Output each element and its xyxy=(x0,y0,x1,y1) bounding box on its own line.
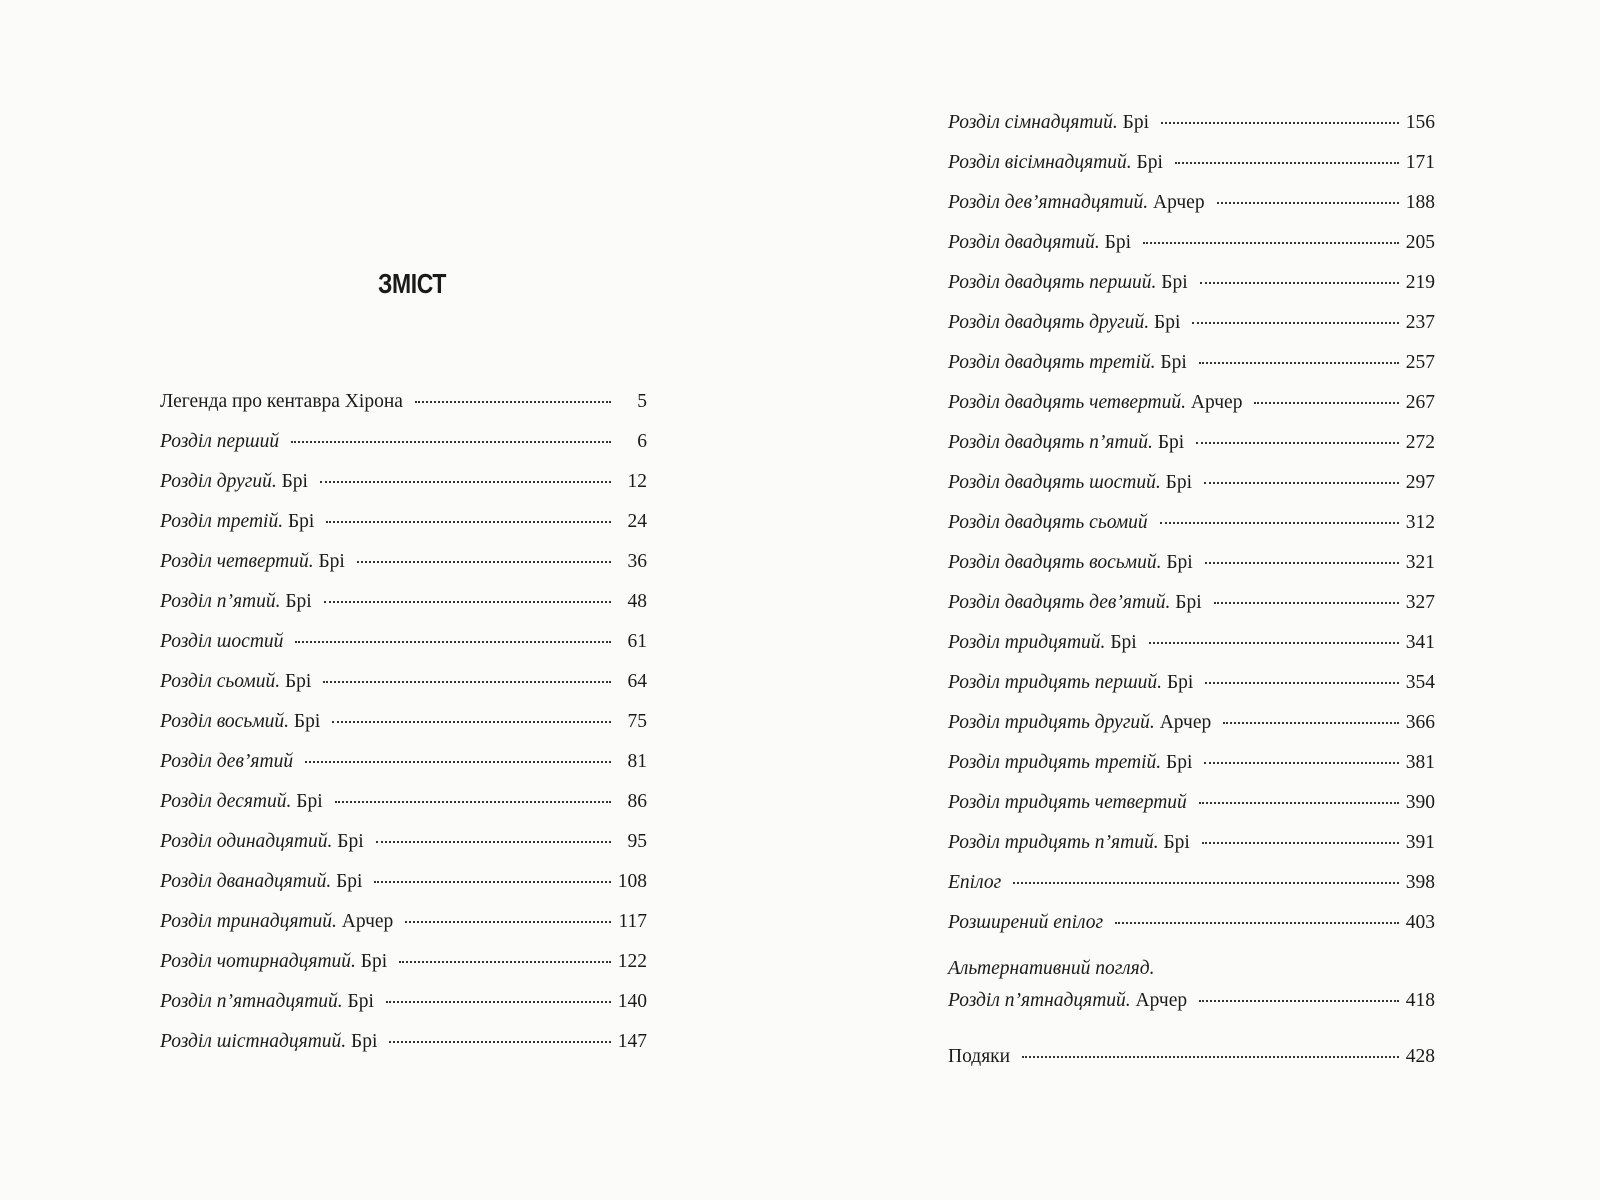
dot-leader xyxy=(1013,882,1399,884)
dot-leader xyxy=(295,641,611,643)
page-number: 272 xyxy=(1405,432,1435,453)
narrator-name: Брі xyxy=(342,991,374,1012)
chapter-title: Розділ двадцятий. xyxy=(948,232,1100,253)
chapter-title: Розділ двадцять восьмий. xyxy=(948,552,1162,573)
chapter-title: Розділ п’ятий. xyxy=(160,591,281,612)
dot-leader xyxy=(323,681,611,683)
page-number: 81 xyxy=(627,751,647,772)
alternative-view-entry xyxy=(948,990,1435,1030)
narrator-name: Брі xyxy=(313,551,345,572)
toc-entry xyxy=(160,831,647,871)
page-number: 205 xyxy=(1405,232,1435,253)
page-number: 390 xyxy=(1405,792,1435,813)
toc-entry xyxy=(948,592,1435,632)
toc-entry xyxy=(948,112,1435,152)
dot-leader xyxy=(1205,682,1399,684)
page-number: 24 xyxy=(627,511,647,532)
narrator-name: Брі xyxy=(1099,232,1132,253)
dot-leader xyxy=(1149,642,1399,644)
chapter-title: Розділ перший xyxy=(160,431,280,452)
narrator-name: Брі xyxy=(1149,312,1181,333)
dot-leader xyxy=(1254,402,1399,404)
dot-leader xyxy=(399,961,611,963)
narrator-name: Брі xyxy=(289,711,321,732)
chapter-title: Розділ тридцять другий. xyxy=(948,712,1155,733)
chapter-title: Розділ двадцять дев’ятий. xyxy=(948,592,1171,613)
dot-leader xyxy=(1200,282,1399,284)
toc-entry xyxy=(160,791,647,831)
chapter-title: Розділ вісімнадцятий. xyxy=(948,152,1132,173)
toc-entry xyxy=(160,991,647,1031)
narrator-name: Брі xyxy=(1155,352,1187,373)
chapter-title: Епілог xyxy=(948,872,1002,893)
dot-leader xyxy=(1205,562,1399,564)
dot-leader xyxy=(376,841,611,843)
toc-entry xyxy=(948,872,1435,912)
page-number: 312 xyxy=(1405,512,1435,533)
chapter-title: Розділ чотирнадцятий. xyxy=(160,951,356,972)
page-number: 297 xyxy=(1405,472,1435,493)
toc-entry xyxy=(948,792,1435,832)
toc-entry xyxy=(160,951,647,991)
page-number: 391 xyxy=(1405,832,1435,853)
page-number: 321 xyxy=(1405,552,1435,573)
dot-leader xyxy=(1115,922,1399,924)
narrator-name: Брі xyxy=(355,951,388,972)
toc-entry xyxy=(948,472,1435,512)
page-number: 366 xyxy=(1405,712,1435,733)
dot-leader xyxy=(1217,202,1399,204)
chapter-title: Розділ тридцять третій. xyxy=(948,752,1162,773)
toc-entry xyxy=(160,711,647,751)
page-number: 403 xyxy=(1405,912,1435,933)
narrator-name: Брі xyxy=(1156,272,1188,293)
dot-leader xyxy=(320,481,611,483)
dot-leader xyxy=(326,521,611,523)
entry-title: Подяки xyxy=(948,1046,1011,1067)
dot-leader xyxy=(415,401,611,403)
dot-leader xyxy=(1223,722,1399,724)
toc-entry xyxy=(948,632,1435,672)
narrator-name: Брі xyxy=(1105,632,1137,653)
spacer xyxy=(948,1030,1435,1046)
chapter-title: Розділ тридцять перший. xyxy=(948,672,1163,693)
toc-entry xyxy=(948,1046,1435,1086)
toc-entry xyxy=(948,512,1435,552)
toc-entry xyxy=(160,871,647,911)
chapter-title: Розділ сімнадцятий. xyxy=(948,112,1118,133)
toc-entry xyxy=(160,591,647,631)
chapter-title: Розділ одинадцятий. xyxy=(160,831,333,852)
chapter-title: Розділ двадцять шостий. xyxy=(948,472,1161,493)
narrator-name: Брі xyxy=(1161,552,1193,573)
chapter-title: Розділ десятий. xyxy=(160,791,292,812)
dot-leader xyxy=(1204,482,1399,484)
toc-right-column xyxy=(948,112,1435,1086)
page-number: 418 xyxy=(1405,990,1435,1011)
page-number: 147 xyxy=(617,1031,647,1052)
toc-entry xyxy=(160,671,647,711)
page-number: 95 xyxy=(627,831,647,852)
dot-leader xyxy=(1199,1000,1399,1002)
dot-leader xyxy=(335,801,611,803)
acknowledgements-entry xyxy=(948,1046,1435,1086)
dot-leader xyxy=(389,1041,611,1043)
page-number: 108 xyxy=(617,871,647,892)
entry-title: Легенда про кентавра Хірона xyxy=(160,391,403,412)
page-number: 5 xyxy=(637,391,647,412)
dot-leader xyxy=(324,601,611,603)
dot-leader xyxy=(1192,322,1399,324)
chapter-title: Розділ двадцять п’ятий. xyxy=(948,432,1153,453)
chapter-title: Розділ дев’ятий xyxy=(160,751,294,772)
chapter-title: Розділ восьмий. xyxy=(160,711,290,732)
page-number: 140 xyxy=(617,991,647,1012)
narrator-name: Брі xyxy=(346,1031,378,1052)
alternative-view-heading: Альтернативний погляд. xyxy=(948,958,1155,979)
toc-entry xyxy=(948,832,1435,872)
narrator-name: Брі xyxy=(1158,832,1190,853)
page-title: ЗМІСТ xyxy=(378,268,446,299)
page-number: 398 xyxy=(1405,872,1435,893)
toc-right-list xyxy=(948,112,1435,952)
toc-entry xyxy=(948,712,1435,752)
narrator-name: Брі xyxy=(332,831,364,852)
narrator-name: Арчер xyxy=(1154,712,1212,733)
chapter-title: Розділ тринадцятий. xyxy=(160,911,337,932)
page-number: 75 xyxy=(627,711,647,732)
toc-entry xyxy=(160,1031,647,1071)
dot-leader xyxy=(1199,362,1399,364)
narrator-name: Брі xyxy=(283,511,315,532)
page-number: 267 xyxy=(1405,392,1435,413)
toc-entry xyxy=(948,752,1435,792)
dot-leader xyxy=(1196,442,1399,444)
chapter-title: Розділ другий. xyxy=(160,471,277,492)
chapter-title: Розділ тридцятий. xyxy=(948,632,1106,653)
page-number: 237 xyxy=(1405,312,1435,333)
page-number: 12 xyxy=(627,471,647,492)
toc-entry xyxy=(160,631,647,671)
toc-entry xyxy=(948,352,1435,392)
narrator-name: Брі xyxy=(1152,432,1185,453)
page-number: 86 xyxy=(627,791,647,812)
chapter-title: Розділ двадцять другий. xyxy=(948,312,1150,333)
toc-entry xyxy=(948,392,1435,432)
page-number: 156 xyxy=(1405,112,1435,133)
page-number: 188 xyxy=(1405,192,1435,213)
dot-leader xyxy=(291,441,611,443)
page-number: 171 xyxy=(1405,152,1435,173)
chapter-title: Розділ шістнадцятий. xyxy=(160,1031,347,1052)
page-number: 341 xyxy=(1405,632,1435,653)
narrator-name: Брі xyxy=(1161,752,1193,773)
toc-entry xyxy=(948,152,1435,192)
chapter-title: Розширений епілог xyxy=(948,912,1104,933)
chapter-title: Розділ двадцять четвертий. xyxy=(948,392,1187,413)
chapter-title: Розділ п’ятнадцятий. xyxy=(160,991,343,1012)
chapter-title: Розділ тридцять четвертий xyxy=(948,792,1187,813)
dot-leader xyxy=(386,1001,611,1003)
toc-entry xyxy=(160,551,647,591)
narrator-name: Брі xyxy=(280,671,312,692)
narrator-name: Брі xyxy=(280,591,312,612)
narrator-name: Арчер xyxy=(336,911,394,932)
page-number: 36 xyxy=(627,551,647,572)
narrator-name: Брі xyxy=(291,791,323,812)
dot-leader xyxy=(405,921,611,923)
narrator-name: Брі xyxy=(1162,672,1194,693)
dot-leader xyxy=(1199,802,1399,804)
narrator-name: Арчер xyxy=(1148,192,1205,213)
page-number: 219 xyxy=(1405,272,1435,293)
toc-entry xyxy=(160,391,647,431)
page-number: 381 xyxy=(1405,752,1435,773)
toc-entry xyxy=(948,312,1435,352)
page-number: 6 xyxy=(637,431,647,452)
chapter-title: Розділ двадцять перший. xyxy=(948,272,1157,293)
toc-entry xyxy=(160,431,647,471)
narrator-name: Брі xyxy=(1131,152,1163,173)
narrator-name: Арчер xyxy=(1130,990,1188,1011)
chapter-title: Розділ шостий xyxy=(160,631,284,652)
toc-entry xyxy=(160,511,647,551)
dot-leader xyxy=(305,761,611,763)
toc-entry xyxy=(948,232,1435,272)
narrator-name: Брі xyxy=(1170,592,1202,613)
narrator-name: Брі xyxy=(331,871,363,892)
toc-entry xyxy=(948,912,1435,952)
chapter-title: Розділ п’ятнадцятий. xyxy=(948,990,1131,1011)
page-number: 61 xyxy=(627,631,647,652)
dot-leader xyxy=(1161,122,1399,124)
narrator-name: Брі xyxy=(1160,472,1192,493)
toc-entry xyxy=(160,751,647,791)
chapter-title: Розділ дванадцятий. xyxy=(160,871,332,892)
toc-entry xyxy=(948,990,1435,1030)
chapter-title: Розділ двадцять третій. xyxy=(948,352,1156,373)
toc-entry xyxy=(948,552,1435,592)
page-number: 117 xyxy=(618,911,647,932)
narrator-name: Брі xyxy=(1117,112,1150,133)
dot-leader xyxy=(357,561,611,563)
page-number: 327 xyxy=(1405,592,1435,613)
toc-entry xyxy=(948,272,1435,312)
page-number: 48 xyxy=(627,591,647,612)
chapter-title: Розділ тридцять п’ятий. xyxy=(948,832,1159,853)
dot-leader xyxy=(332,721,611,723)
toc-entry xyxy=(948,192,1435,232)
dot-leader xyxy=(1022,1056,1399,1058)
toc-entry xyxy=(160,911,647,951)
page-number: 354 xyxy=(1405,672,1435,693)
dot-leader xyxy=(1202,842,1399,844)
toc-entry xyxy=(948,672,1435,712)
chapter-title: Розділ сьомий. xyxy=(160,671,281,692)
dot-leader xyxy=(1160,522,1399,524)
dot-leader xyxy=(1143,242,1399,244)
dot-leader xyxy=(1175,162,1399,164)
chapter-title: Розділ дев’ятнадцятий. xyxy=(948,192,1149,213)
toc-entry xyxy=(160,471,647,511)
dot-leader xyxy=(1214,602,1399,604)
dot-leader xyxy=(1204,762,1399,764)
page-number: 428 xyxy=(1405,1046,1435,1067)
chapter-title: Розділ четвертий. xyxy=(160,551,314,572)
chapter-title: Розділ третій. xyxy=(160,511,284,532)
dot-leader xyxy=(374,881,611,883)
page-number: 257 xyxy=(1405,352,1435,373)
toc-entry xyxy=(948,432,1435,472)
page-number: 64 xyxy=(627,671,647,692)
toc-left-column xyxy=(160,391,647,1071)
narrator-name: Арчер xyxy=(1186,392,1243,413)
narrator-name: Брі xyxy=(276,471,308,492)
chapter-title: Розділ двадцять сьомий xyxy=(948,512,1148,533)
page-number: 122 xyxy=(617,951,647,972)
